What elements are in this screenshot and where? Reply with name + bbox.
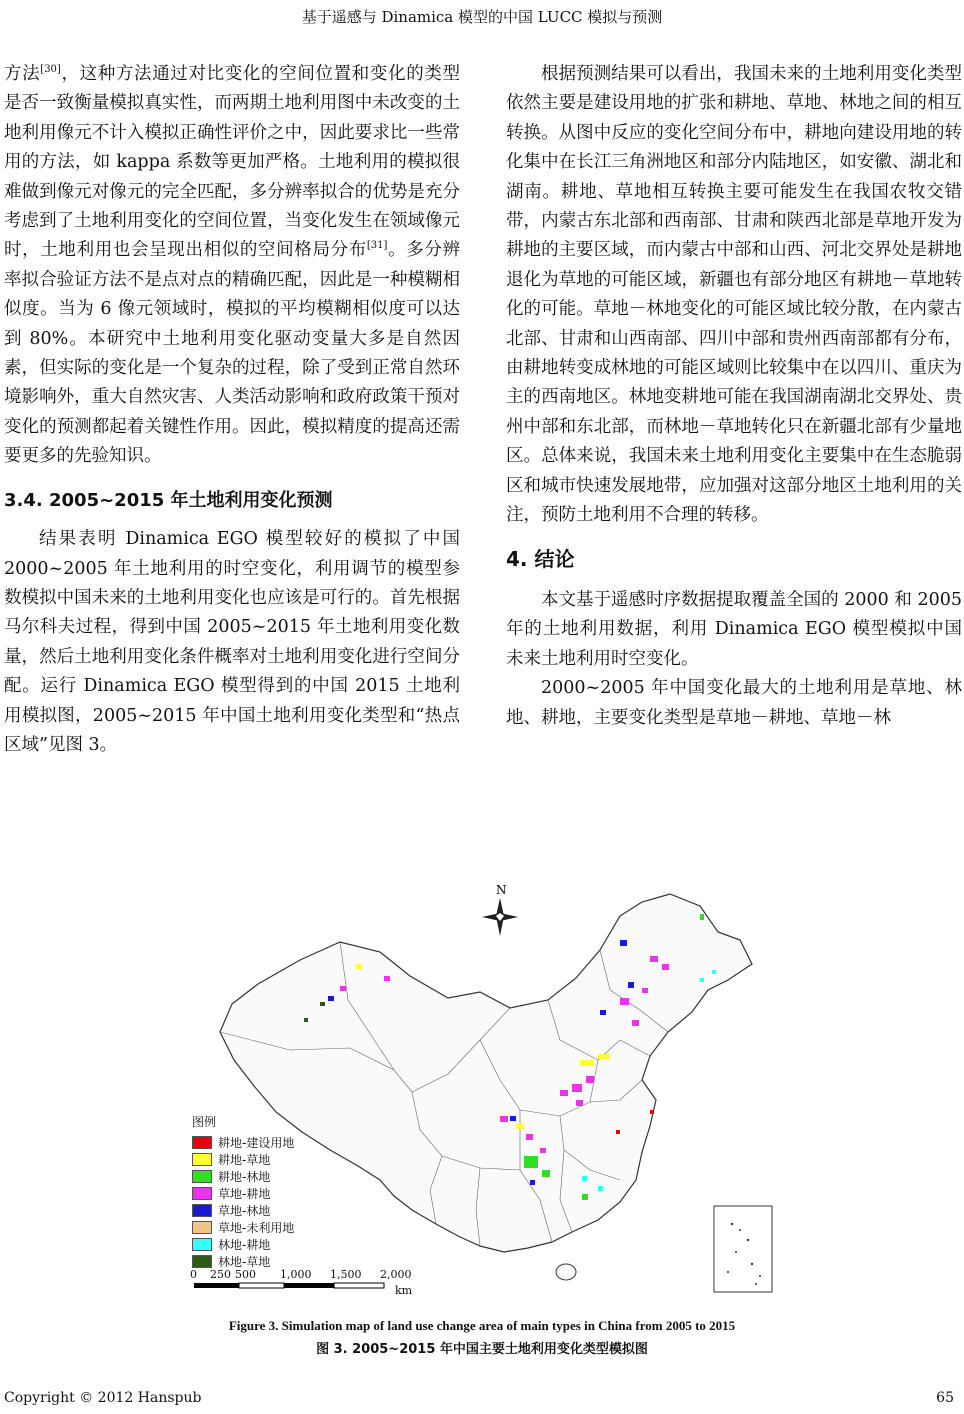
scale-ticks xyxy=(190,1268,430,1282)
scale-bar-graphic xyxy=(194,1282,414,1292)
scale-tick-label: 0 xyxy=(190,1268,197,1281)
text-run: 方法 xyxy=(4,64,41,84)
legend-item xyxy=(192,1236,294,1253)
legend-swatch xyxy=(192,1187,212,1200)
hainan-island xyxy=(556,1264,576,1280)
north-arrow-icon xyxy=(482,898,518,936)
north-label: N xyxy=(496,883,507,897)
left-paragraph-2: 结果表明 Dinamica EGO 模型较好的模拟了中国 2000~2005 年土地利用的时空变化，利用调节的模型参数模拟中国未来的土地利用变化也应该是可行的。首先根据马尔科夫过程，得到中国 2005~2015 年土地利用变化数量，然后土地利用变化条件概率对土地利用变化进行空间分配。运行 Dinamica EGO 模型得到的中国 2015 土地利用模拟图，2005~2015 年中国土地利用变化类型和“热点区域”见图 3。 xyxy=(4,529,460,755)
citation: [30] xyxy=(40,64,61,76)
legend-item xyxy=(192,1134,294,1151)
text-run: ，这种方法通过对比变化的空间位置和变化的类型是否一致衡量模拟真实性，而两期土地利用图中未改变的土地利用像元不计入模拟正确性评价之中，因此要求比一些常用的方法，如 kappa 系数等更加严格。土地利用的模拟很难做到像元对像元的完全匹配，多分辨率拟合的优势是充分考虑到了土地利用变化的空间位置，当变化发生在领域像元时，土地利用也会呈现出相似的空间格局分布 xyxy=(4,64,461,261)
left-paragraph-1 xyxy=(4,60,460,472)
scale-tick-label: 250 xyxy=(210,1268,231,1281)
scale-tick-label: 1,500 xyxy=(330,1268,362,1281)
legend-label: 林地-草地 xyxy=(218,1255,271,1269)
legend-label: 耕地-林地 xyxy=(218,1170,271,1184)
scale-tick-label: 500 xyxy=(235,1268,256,1281)
page-number: 65 xyxy=(936,1390,954,1406)
legend-list xyxy=(192,1134,294,1270)
figure-caption-zh: 图 3. 2005~2015 年中国主要土地利用变化类型模拟图 xyxy=(316,1342,648,1357)
legend-item xyxy=(192,1168,294,1185)
legend-item xyxy=(192,1151,294,1168)
legend-swatch xyxy=(192,1255,212,1268)
south-china-sea-inset xyxy=(714,1206,772,1292)
legend-item xyxy=(192,1202,294,1219)
legend-label: 草地-林地 xyxy=(218,1204,271,1218)
legend-swatch xyxy=(192,1170,212,1183)
legend-label: 草地-未利用地 xyxy=(218,1221,295,1235)
right-paragraph-2: 本文基于遥感时序数据提取覆盖全国的 2000 和 2005 年的土地利用数据，利用 Dinamica EGO 模型模拟中国未来土地利用时空变化。 xyxy=(506,589,962,669)
legend-label: 草地-耕地 xyxy=(218,1187,271,1201)
legend-title: 图例 xyxy=(192,1115,217,1129)
legend-label: 耕地-建设用地 xyxy=(218,1136,295,1150)
figure-3-map xyxy=(180,880,780,1300)
legend-item xyxy=(192,1219,294,1236)
scale-bar xyxy=(190,1268,430,1300)
figure-caption-en: Figure 3. Simulation map of land use change area of main types in China from 2005 to 2015 xyxy=(228,1318,736,1333)
legend-swatch xyxy=(192,1221,212,1234)
running-header: 基于遥感与 Dinamica 模型的中国 LUCC 模拟与预测 xyxy=(301,8,663,26)
scale-unit: km xyxy=(395,1284,413,1297)
legend-swatch xyxy=(192,1153,212,1166)
legend-label: 耕地-草地 xyxy=(218,1153,271,1167)
legend-swatch xyxy=(192,1136,212,1149)
footer-copyright: Copyright © 2012 Hanspub xyxy=(4,1390,202,1406)
left-column xyxy=(4,60,460,760)
right-paragraph-1: 根据预测结果可以看出，我国未来的土地利用变化类型依然主要是建设用地的扩张和耕地、草地、林地之间的相互转换。从图中反应的变化空间分布中，耕地向建设用地的转化集中在长江三角洲地区和部分内陆地区，如安徽、湖北和湖南。耕地、草地相互转换主要可能发生在我国农牧交错带，内蒙古东北部和西南部、甘肃和陕西北部是草地开发为耕地的主要区域，而内蒙古中部和山西、河北交界处是耕地退化为草地的可能区域，新疆也有部分地区有耕地－草地转化的可能。草地－林地变化的可能区域比较分散，在内蒙古北部、甘肃和山西南部、四川中部和贵州西南部都有分布，由耕地转变成林地的可能区域则比较集中在以四川、重庆为主的西南地区。林地变耕地可能在我国湖南湖北交界处、贵州中部和东北部，而林地－草地转化只在新疆北部有少量地区。总体来说，我国未来土地利用变化主要集中在生态脆弱区和城市快速发展地带，应加强对这部分地区土地利用的关注，预防土地利用不合理的转移。 xyxy=(506,64,962,526)
right-paragraph-3: 2000~2005 年中国变化最大的土地利用是草地、林地、耕地，主要变化类型是草地－耕地、草地－林 xyxy=(506,678,962,728)
text-run: 。多分辨率拟合验证方法不是点对点的精确匹配，因此是一种模糊相似度。当为 6 像元领域时，模拟的平均模糊相似度可以达到 80%。本研究中土地利用变化驱动变量大多是自然因素，但实际的变化是一个复杂的过程，除了受到正常自然环境影响外，重大自然灾害、人类活动影响和政府政策干预对变化的预测都起着关键性作用。因此，模拟精度的提高还需要更多的先验知识。 xyxy=(4,240,460,467)
section-heading-conclusion: 4. 结论 xyxy=(506,546,575,571)
section-heading-3-4: 3.4. 2005~2015 年土地利用变化预测 xyxy=(4,489,333,511)
scale-tick-label: 2,000 xyxy=(380,1268,412,1281)
legend-swatch xyxy=(192,1204,212,1217)
legend-swatch xyxy=(192,1238,212,1251)
right-column xyxy=(506,60,962,733)
map-legend xyxy=(192,1113,294,1270)
legend-item xyxy=(192,1185,294,1202)
china-outline xyxy=(220,894,752,1252)
legend-label: 林地-耕地 xyxy=(218,1238,271,1252)
scale-tick-label: 1,000 xyxy=(280,1268,312,1281)
citation: [31] xyxy=(366,240,388,252)
